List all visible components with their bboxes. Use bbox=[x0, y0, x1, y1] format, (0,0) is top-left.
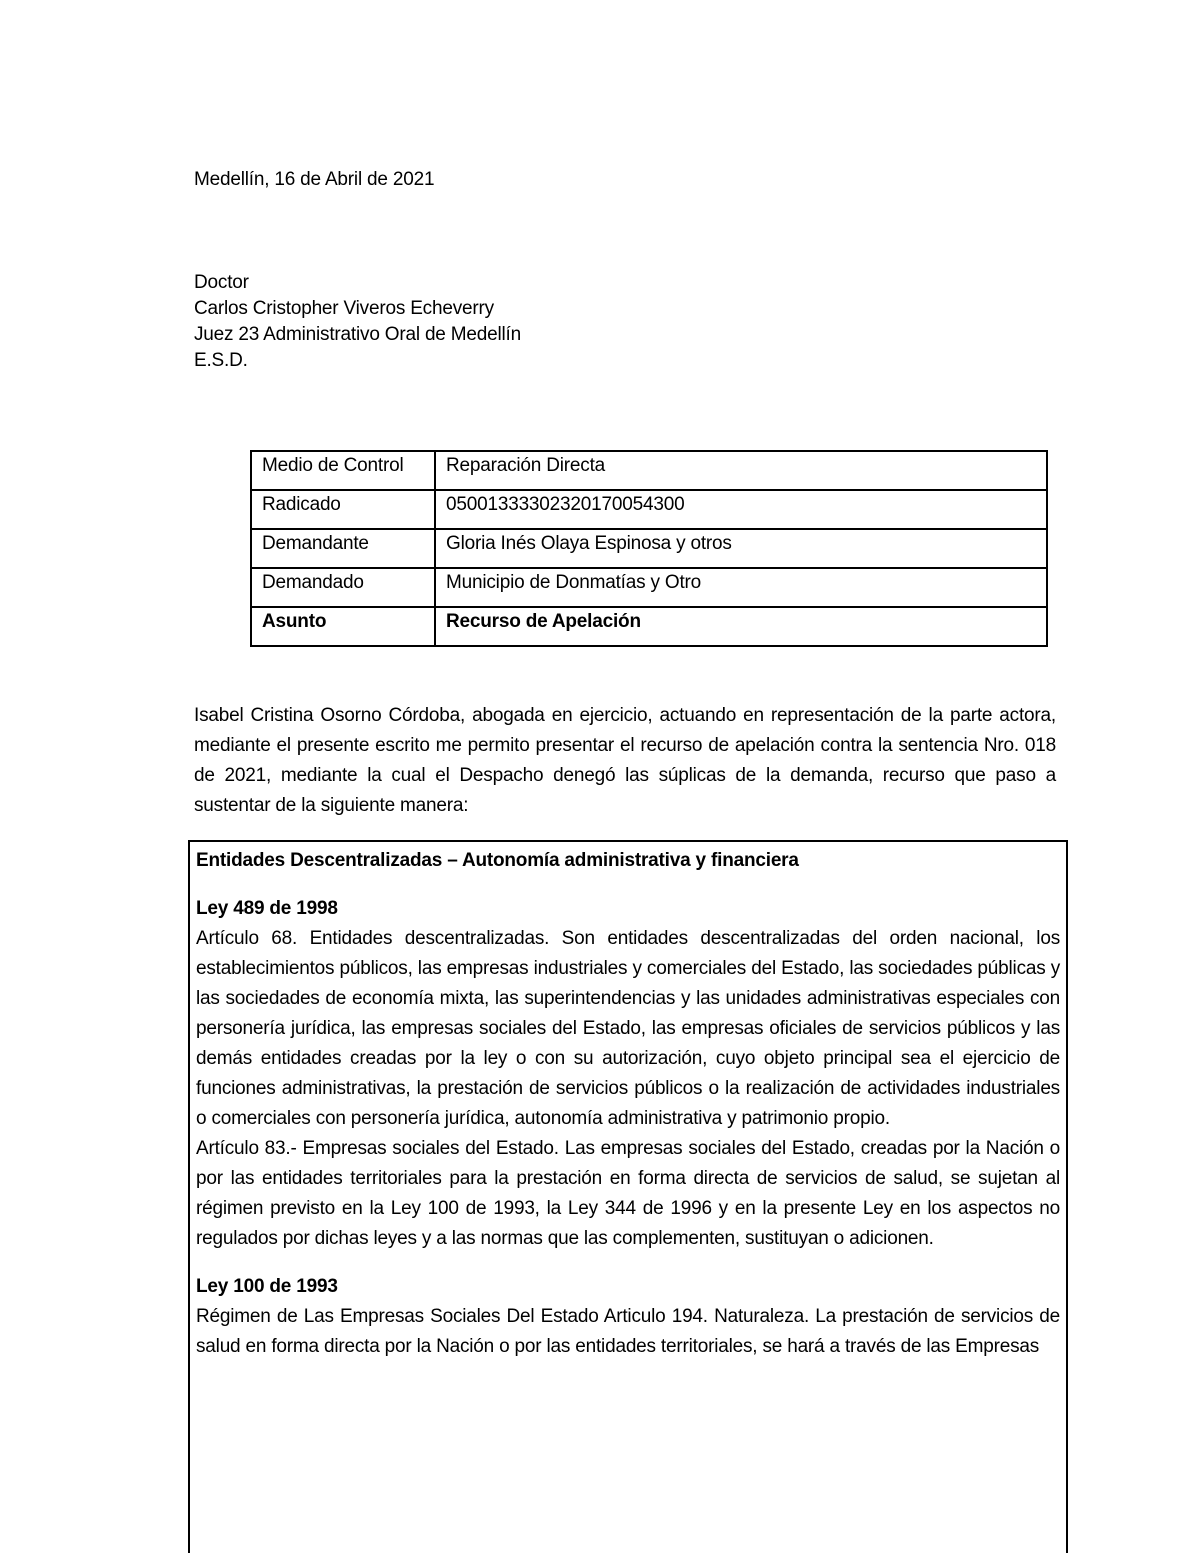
intro-paragraph: Isabel Cristina Osorno Córdoba, abogada en ejercicio, actuando en representación de la parte actora, mediante el presente escrito me permito presentar el recurso de apelación contra la sentencia Nro. 018 de 2021, mediante la cual el Despacho denegó las súplicas de la demanda, recurso que paso a sustentar de la siguiente manera: bbox=[194, 705, 1056, 816]
row-label: Medio de Control bbox=[251, 451, 435, 490]
row-label: Asunto bbox=[251, 607, 435, 646]
row-label: Radicado bbox=[251, 490, 435, 529]
case-details-table bbox=[250, 450, 1048, 647]
table-row bbox=[251, 490, 1047, 529]
recipient-title: Doctor bbox=[194, 272, 249, 293]
row-value: 05001333302320170054300 bbox=[435, 490, 1047, 529]
table-row bbox=[251, 451, 1047, 490]
row-value: Recurso de Apelación bbox=[435, 607, 1047, 646]
recipient-abbrev: E.S.D. bbox=[194, 350, 248, 371]
law-100-title: Ley 100 de 1993 bbox=[196, 1276, 338, 1297]
date-line: Medellín, 16 de Abril de 2021 bbox=[194, 169, 435, 190]
table-row bbox=[251, 529, 1047, 568]
recipient-name: Carlos Cristopher Viveros Echeverry bbox=[194, 298, 494, 319]
law-489-title: Ley 489 de 1998 bbox=[196, 898, 338, 919]
row-label: Demandante bbox=[251, 529, 435, 568]
row-value: Gloria Inés Olaya Espinosa y otros bbox=[435, 529, 1047, 568]
recipient-position: Juez 23 Administrativo Oral de Medellín bbox=[194, 324, 521, 345]
row-value: Reparación Directa bbox=[435, 451, 1047, 490]
row-label: Demandado bbox=[251, 568, 435, 607]
legal-excerpt-box bbox=[188, 840, 1068, 1553]
article-194-paragraph: Régimen de Las Empresas Sociales Del Estado Articulo 194. Naturaleza. La prestación de servicios de salud en forma directa por la Nación o por las entidades territoriales, se hará a través de las Empresas bbox=[196, 1306, 1060, 1357]
table-row bbox=[251, 607, 1047, 646]
row-value: Municipio de Donmatías y Otro bbox=[435, 568, 1047, 607]
article-83-paragraph: Artículo 83.- Empresas sociales del Estado. Las empresas sociales del Estado, creadas por la Nación o por las entidades territoriales para la prestación en forma directa de servicios de salud, se sujetan al régimen previsto en la Ley 100 de 1993, la Ley 344 de 1996 y en la presente Ley en los aspectos no regulados por dichas leyes y a las normas que las complementen, sustituyan o adicionen. bbox=[196, 1138, 1060, 1249]
table-row bbox=[251, 568, 1047, 607]
recipient-block bbox=[194, 270, 521, 374]
article-68-paragraph: Artículo 68. Entidades descentralizadas. Son entidades descentralizadas del orden nacional, los establecimientos públicos, las empresas industriales y comerciales del Estado, las sociedades públicas y las sociedades de economía mixta, las superintendencias y las unidades administrativas especiales con personería jurídica, las empresas sociales del Estado, las empresas oficiales de servicios públicos y las demás entidades creadas por la ley o con su autorización, cuyo objeto principal sea el ejercicio de funciones administrativas, la prestación de servicios públicos o la realización de actividades industriales o comerciales con personería jurídica, autonomía administrativa y patrimonio propio. bbox=[196, 928, 1060, 1129]
intro-paragraph-block bbox=[194, 701, 1056, 821]
legal-box-title: Entidades Descentralizadas – Autonomía administrativa y financiera bbox=[196, 850, 799, 871]
